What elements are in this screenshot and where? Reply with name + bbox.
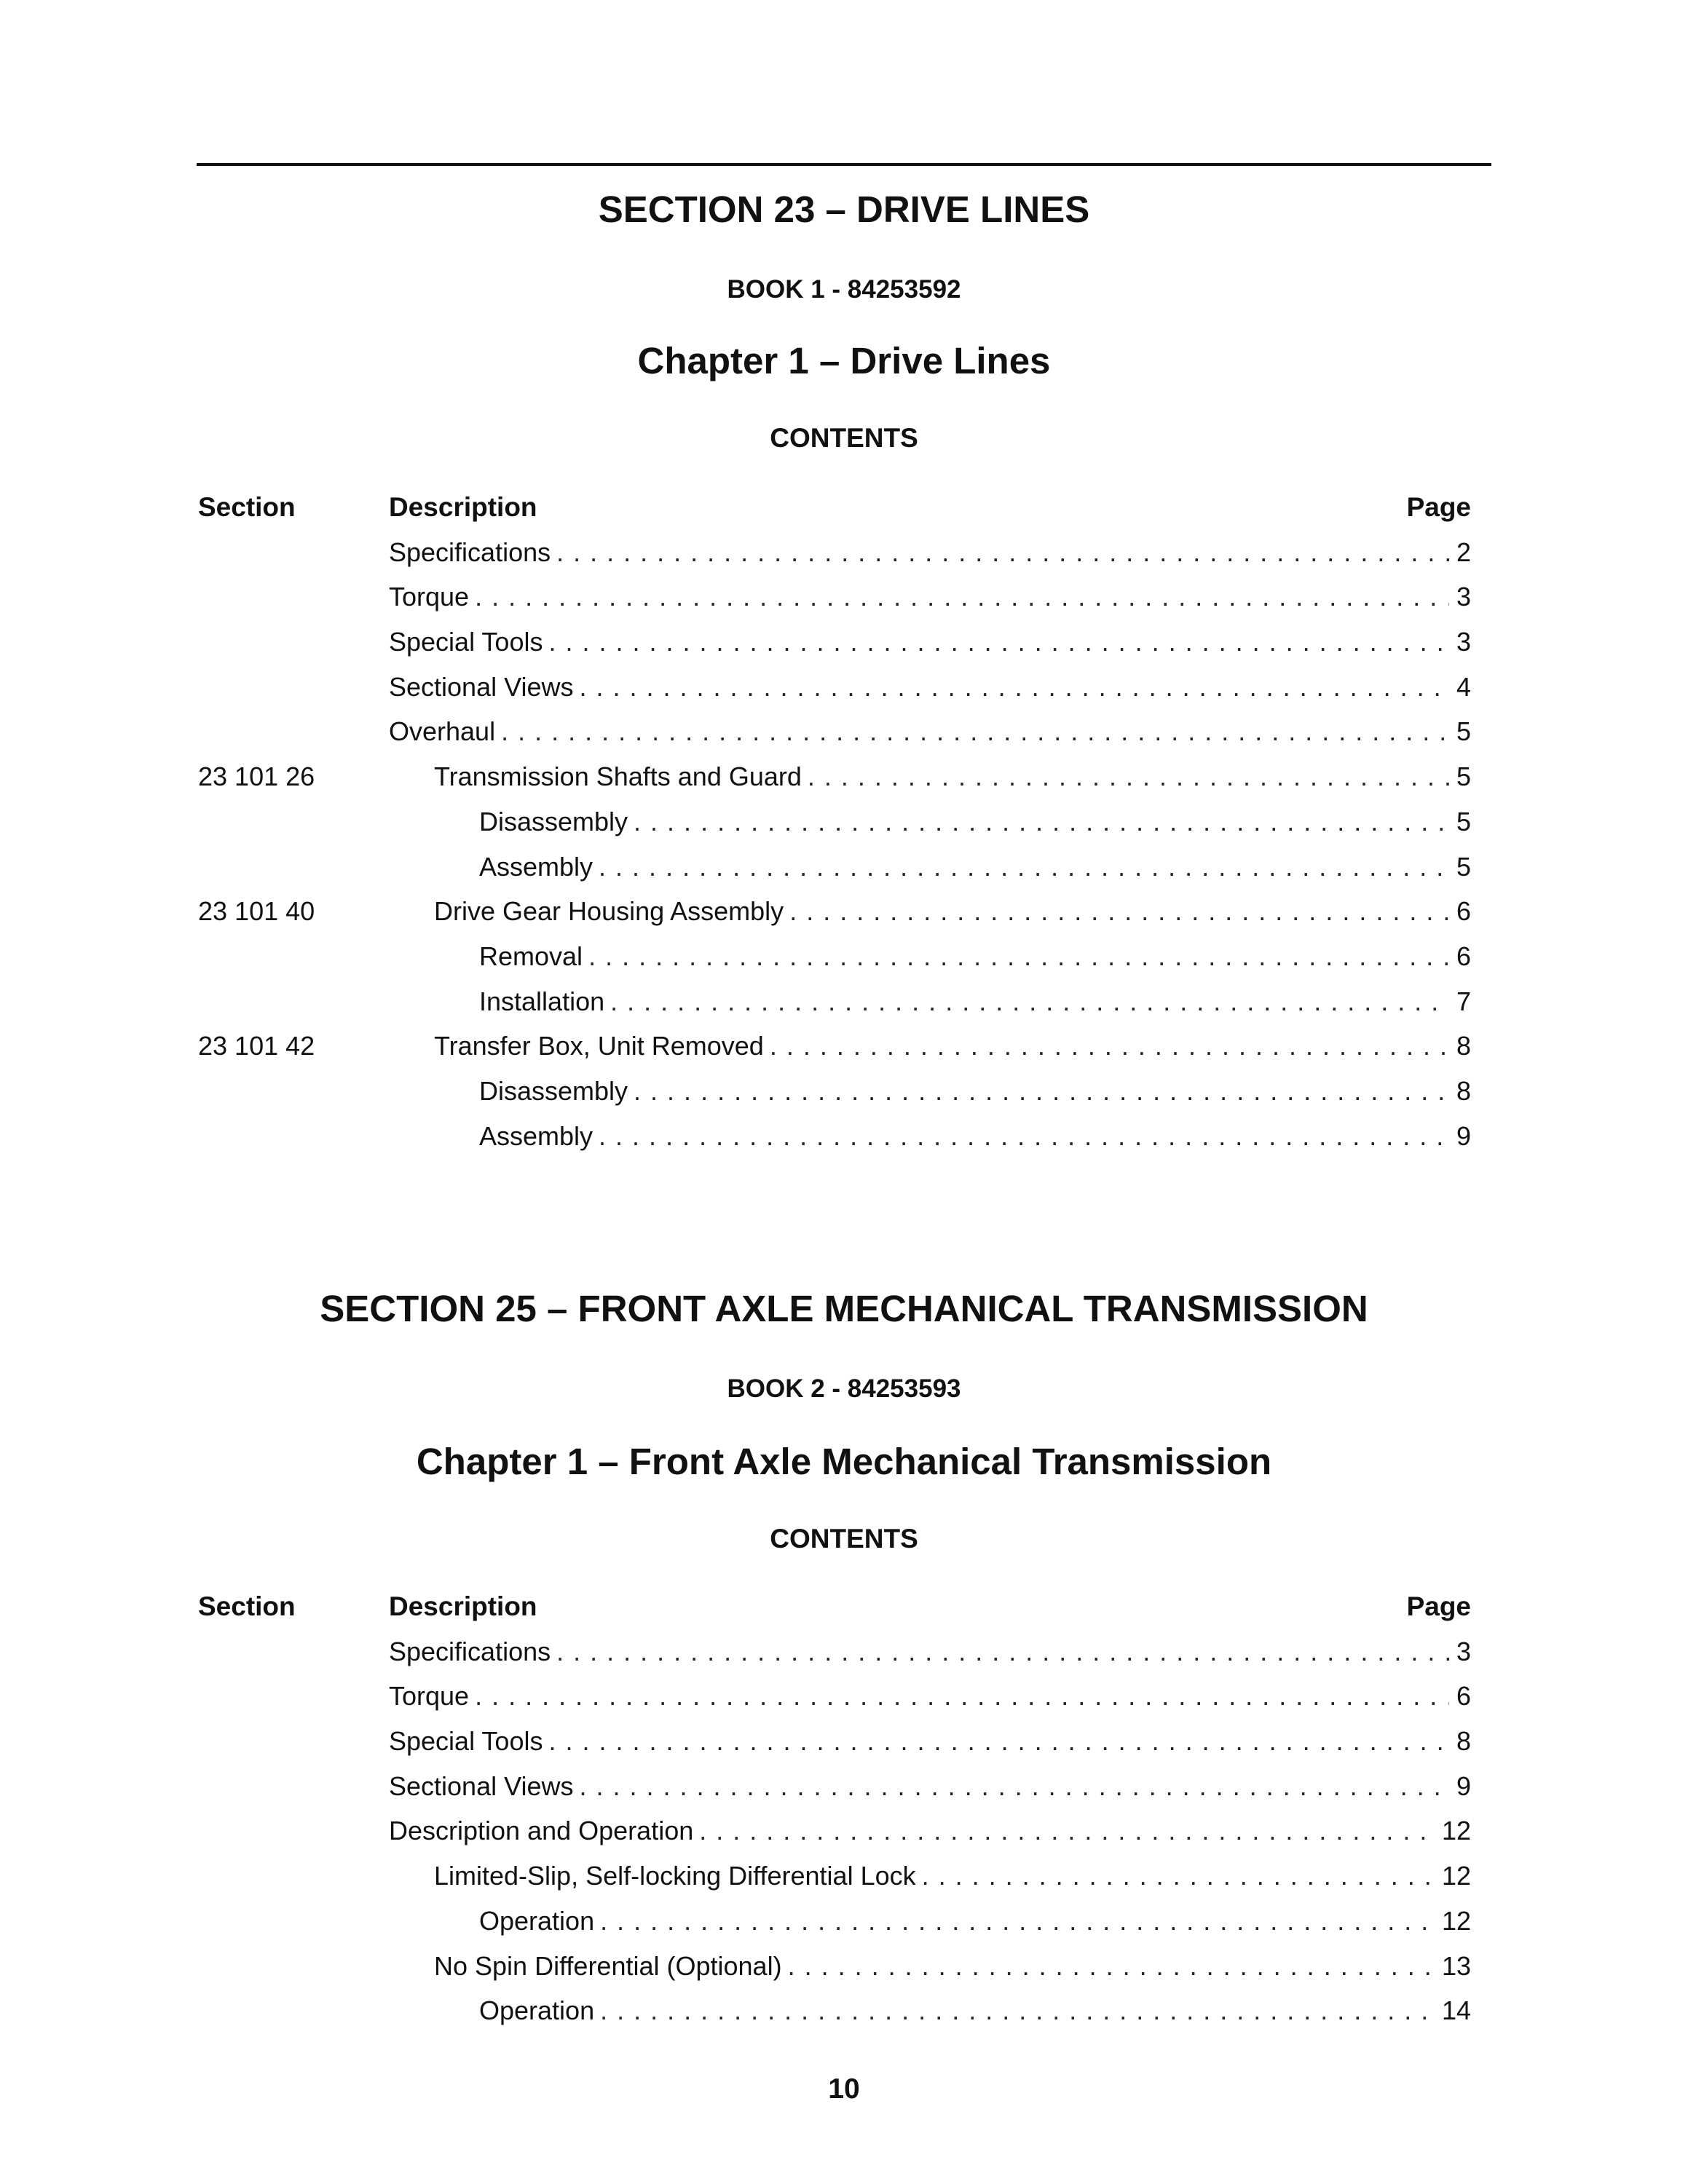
toc-entry [479,1114,1471,1158]
entry-label: Torque [389,582,470,612]
header-description: Description [389,492,537,522]
entry-page: 6 [1456,941,1471,971]
toc-entry [434,1853,1471,1898]
header-page: Page [1406,492,1471,522]
entry-label: Assembly [479,851,593,882]
entry-label: Sectional Views [389,671,574,702]
entry-page: 5 [1456,716,1471,747]
entry-label: Operation [479,1905,595,1936]
toc-row [197,709,1491,754]
entry-label: Disassembly [479,1075,628,1106]
entry-label: Specifications [389,1636,551,1666]
toc-entry [434,1944,1471,1988]
chapter-title-block [197,339,1491,383]
book-number [197,274,1491,306]
toc-row [197,1853,1491,1899]
entry-page: 8 [1456,1075,1471,1106]
toc-row [197,1024,1491,1069]
entry-label: Drive Gear Housing Assembly [434,896,784,927]
chapter-title: Chapter 1 – Drive Lines [637,340,1051,381]
toc-entry [434,754,1471,799]
entry-page: 12 [1441,1816,1471,1846]
toc-entry [479,979,1471,1024]
entry-page: 13 [1441,1950,1471,1981]
toc-row [197,934,1491,979]
contents-heading [197,422,1491,454]
header-page: Page [1406,1591,1471,1621]
entry-label: Removal [479,941,583,971]
entry-page: 12 [1441,1861,1471,1891]
toc-table-section-25 [197,1584,1491,2033]
toc-entry [479,799,1471,844]
section-25-title-block [197,1287,1491,1331]
toc-row [197,754,1491,799]
entry-label: Operation [479,1995,595,2026]
entry-label: Disassembly [479,806,628,836]
toc-entry [389,620,1471,664]
toc-row [197,1114,1491,1159]
section-title: SECTION 25 – FRONT AXLE MECHANICAL TRANSMISSION [320,1288,1368,1329]
entry-page: 6 [1456,896,1471,927]
entry-page: 5 [1456,806,1471,836]
entry-page: 14 [1441,1995,1471,2026]
entry-page: 3 [1456,1636,1471,1666]
contents-label: CONTENTS [770,1524,918,1554]
toc-row [197,1764,1491,1809]
toc-entry [389,574,1471,619]
toc-entry [434,889,1471,933]
entry-label: No Spin Differential (Optional) [434,1950,782,1981]
entry-label: Overhaul [389,716,496,747]
chapter-title: Chapter 1 – Front Axle Mechanical Transmission [416,1441,1272,1482]
toc-row [197,665,1491,710]
toc-row [197,1069,1491,1114]
chapter-title-block [197,1440,1491,1484]
entry-label: Special Tools [389,627,543,657]
toc-entry [434,1024,1471,1068]
section-code: 23 101 26 [198,761,315,792]
toc-entry [389,1629,1471,1674]
section-code: 23 101 42 [198,1031,315,1061]
entry-page: 8 [1456,1031,1471,1061]
toc-entry [389,530,1471,574]
toc-entry [479,1988,1471,2033]
entry-label: Special Tools [389,1726,543,1757]
toc-row [197,620,1491,665]
header-section: Section [198,1591,296,1621]
toc-row [197,979,1491,1024]
toc-entry [389,665,1471,709]
toc-row [197,1808,1491,1853]
entry-label: Description and Operation [389,1816,694,1846]
toc-entry [389,1719,1471,1763]
toc-row [197,574,1491,620]
entry-page: 5 [1456,851,1471,882]
toc-row [197,1988,1491,2033]
page-number: 10 [828,2073,860,2105]
toc-row [197,1674,1491,1719]
toc-entry [479,1899,1471,1943]
entry-page: 9 [1456,1120,1471,1151]
entry-page: 3 [1456,627,1471,657]
entry-page: 8 [1456,1726,1471,1757]
entry-label: Sectional Views [389,1770,574,1801]
toc-row [197,1629,1491,1674]
entry-page: 3 [1456,582,1471,612]
toc-row [197,1899,1491,1944]
section-23-title-block [197,188,1491,232]
top-rule [197,163,1491,166]
toc-row [197,799,1491,844]
contents-label: CONTENTS [770,423,918,453]
book-number [197,1373,1491,1405]
toc-row [197,844,1491,890]
toc-entry [479,1069,1471,1113]
entry-page: 4 [1456,671,1471,702]
entry-page: 12 [1441,1905,1471,1936]
toc-entry [389,709,1471,753]
toc-entry [389,1764,1471,1808]
toc-entry [389,1808,1471,1853]
toc-row [197,889,1491,934]
entry-label: Specifications [389,537,551,567]
entry-page: 2 [1456,537,1471,567]
entry-label: Limited-Slip, Self-locking Differential Lock [434,1861,916,1891]
toc-header [197,485,1491,530]
section-title: SECTION 23 – DRIVE LINES [598,189,1090,230]
entry-label: Torque [389,1681,470,1712]
header-description: Description [389,1591,537,1621]
toc-entry [479,844,1471,889]
entry-page: 6 [1456,1681,1471,1712]
entry-label: Transmission Shafts and Guard [434,761,802,792]
toc-entry [479,934,1471,978]
book-label: BOOK 1 - 84253592 [727,275,961,304]
entry-label: Transfer Box, Unit Removed [434,1031,764,1061]
section-code: 23 101 40 [198,896,315,927]
header-section: Section [198,492,296,522]
entry-label: Installation [479,986,605,1016]
entry-label: Assembly [479,1120,593,1151]
toc-row [197,530,1491,575]
entry-page: 5 [1456,761,1471,792]
toc-table-section-23 [197,485,1491,1158]
toc-entry [389,1674,1471,1718]
entry-page: 9 [1456,1770,1471,1801]
contents-heading [197,1523,1491,1555]
entry-page: 7 [1456,986,1471,1016]
book-label: BOOK 2 - 84253593 [727,1374,961,1403]
toc-row [197,1944,1491,1989]
toc-row [197,1719,1491,1764]
toc-header [197,1584,1491,1629]
